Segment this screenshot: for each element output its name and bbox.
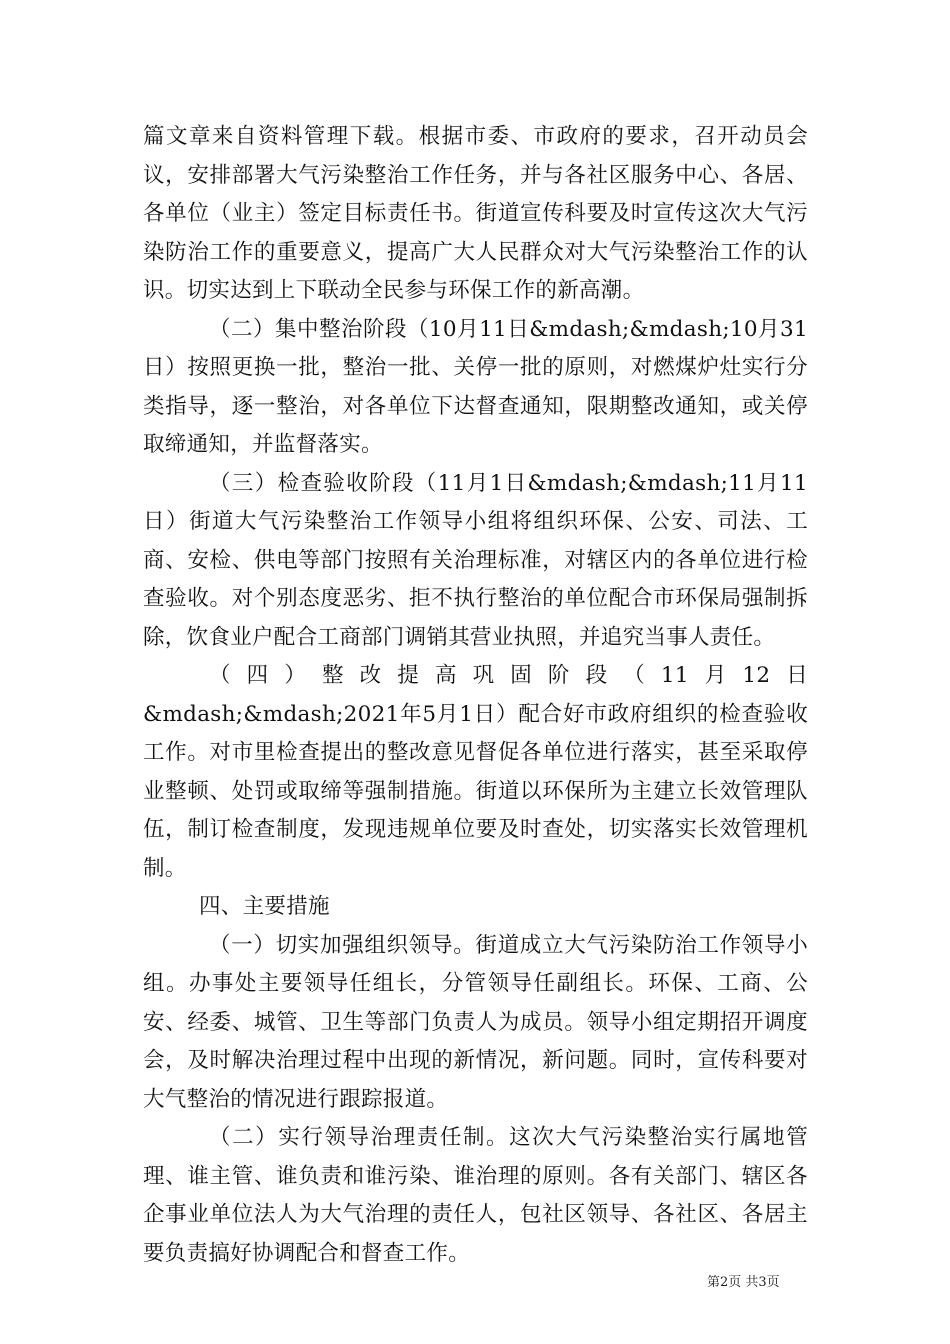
document-body xyxy=(143,118,808,1273)
page-number-footer: 第2页 共3页 xyxy=(707,1275,780,1290)
paragraph-measure-1: （一）切实加强组织领导。街道成立大气污染防治工作领导小组。办事处主要领导任组长，分管领导任副组长。环保、工商、公安、经委、城管、卫生等部门负责人为成员。领导小组定期招开调度会，及时解决治理过程中出现的新情况，新问题。同时，宣传科要对大气整治的情况进行跟踪报道。 xyxy=(143,932,808,1112)
paragraph-stage-3: （三）检查验收阶段（11月1日&mdash;&mdash;11月11日）街道大气污染整治工作领导小组将组织环保、公安、司法、工商、安检、供电等部门按照有关治理标准，对辖区内的各单位进行检查验收。对个别态度恶劣、拒不执行整治的单位配合市环保局强制拆除，饮食业户配合工商部门调销其营业执照，并追究当事人责任。 xyxy=(143,470,808,650)
paragraph-stage-2: （二）集中整治阶段（10月11日&mdash;&mdash;10月31日）按照更换一批，整治一批、关停一批的原则，对燃煤炉灶实行分类指导，逐一整治，对各单位下达督查通知，限期整改通知，或关停取缔通知，并监督落实。 xyxy=(143,316,808,457)
paragraph-measure-2: （二）实行领导治理责任制。这次大气污染整治实行属地管理、谁主管、谁负责和谁污染、谁治理的原则。各有关部门、辖区各企事业单位法人为大气治理的责任人，包社区领导、各社区、各居主要负责搞好协调配合和督查工作。 xyxy=(143,1125,808,1266)
paragraph-continuation: 篇文章来自资料管理下载。根据市委、市政府的要求，召开动员会议，安排部署大气污染整治工作任务，并与各社区服务中心、各居、各单位（业主）签定目标责任书。街道宣传科要及时宣传这次大气污染防治工作的重要意义，提高广大人民群众对大气污染整治工作的认识。切实达到上下联动全民参与环保工作的新高潮。 xyxy=(143,124,808,303)
paragraph-stage-4: （四）整改提高巩固阶段（11月12日&mdash;&mdash;2021年5月1日）配合好市政府组织的检查验收工作。对市里检查提出的整改意见督促各单位进行落实，甚至采取停业整顿、处罚或取缔等强制措施。街道以环保所为主建立长效管理队伍，制订检查制度，发现违规单位要及时查处，切实落实长效管理机制。 xyxy=(143,663,808,881)
section-heading-main-measures: 四、主要措施 xyxy=(199,894,330,919)
